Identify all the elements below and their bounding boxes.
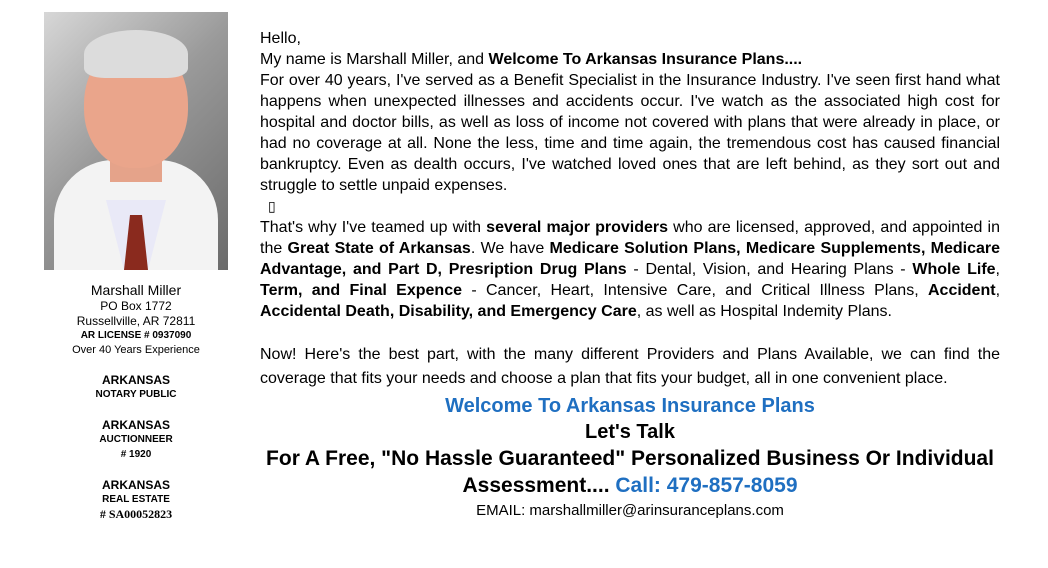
auction-number: # 1920: [120, 449, 152, 460]
providers-highlight: Whole Life: [912, 261, 996, 278]
providers-highlight: several major providers: [486, 219, 669, 236]
intro-line: [260, 49, 1000, 70]
cta-lets-talk: Let's Talk: [585, 421, 675, 443]
agent-name: Marshall Miller: [90, 282, 182, 298]
agent-license: AR LICENSE # 0937090: [80, 330, 192, 341]
providers-text: . We have: [470, 240, 550, 257]
providers-highlight: Accident: [927, 282, 996, 299]
intro-name: My name is Marshall Miller, and: [260, 51, 489, 68]
providers-text: who are licensed, approved, and appointed in the: [260, 219, 1000, 257]
providers-text: That's why I've teamed up with: [260, 219, 487, 236]
providers-highlight: Great State of Arkansas: [287, 240, 471, 257]
providers-highlight: Term, and Final Expence: [260, 282, 462, 299]
intro-welcome: Welcome To Arkansas Insurance Plans....: [488, 51, 803, 68]
providers-highlight: Accidental Death, Disability, and Emergency Care: [260, 303, 637, 320]
realestate-state: ARKANSAS: [101, 478, 170, 492]
providers-text: ,: [995, 282, 1001, 299]
realestate-title: REAL ESTATE: [102, 494, 170, 505]
agent-sidebar: [40, 12, 232, 522]
notary-state: ARKANSAS: [101, 373, 170, 387]
providers-text: ,: [995, 261, 1000, 278]
auction-state: ARKANSAS: [101, 418, 170, 432]
email-link[interactable]: EMAIL: marshallmiller@arinsuranceplans.com: [476, 502, 784, 519]
cta-offer-text: For A Free, "No Hassle Guaranteed" Personalized Business Or Individual Assessment....: [266, 447, 994, 497]
auction-title: AUCTIONNEER: [99, 434, 173, 445]
agent-photo: [44, 12, 228, 270]
experience-paragraph: For over 40 years, I've served as a Benefit Specialist in the Insurance Industry. I've seen first hand what happens when unexpected illnesses and accidents occur. I've watch as the associated high cost for hospital and doctor bills, as well as loss of income not covered with plans that were already in place, or had no coverage at all. None the less, time and time again, the tremendous cost has caused financial bankruptcy. Even as dealth occurs, I've watched loved ones that are left behind, as they sort out and struggle to settle unpaid expenses.: [260, 72, 1000, 194]
main-content: [260, 28, 1000, 521]
providers-paragraph: [260, 217, 1000, 322]
agent-po-box: PO Box 1772: [100, 299, 172, 313]
providers-highlight: Medicare Solution Plans, Medicare Supplements, Medicare Advantage, and Part D, Presription Drug Plans: [260, 240, 1001, 278]
providers-text: - Dental, Vision, and Hearing Plans -: [626, 261, 913, 278]
providers-text: , as well as Hospital Indemity Plans.: [636, 303, 892, 320]
notary-title: NOTARY PUBLIC: [95, 389, 177, 400]
realestate-number: # SA00052823: [99, 507, 173, 521]
greeting: Hello,: [260, 30, 301, 47]
cta-offer: [260, 445, 1000, 499]
agent-experience: Over 40 Years Experience: [72, 344, 200, 356]
best-part-paragraph: Now! Here's the best part, with the many different Providers and Plans Available, we can find the coverage that fits your needs and choose a plan that fits your budget, all in one convenient place.: [260, 346, 1000, 387]
cta-welcome: Welcome To Arkansas Insurance Plans: [445, 395, 815, 417]
placeholder-glyph: ▯: [268, 198, 276, 214]
agent-city: Russellville, AR 72811: [76, 314, 196, 328]
providers-text: - Cancer, Heart, Intensive Care, and Critical Illness Plans,: [462, 282, 928, 299]
call-phone-link[interactable]: Call: 479-857-8059: [615, 474, 798, 497]
